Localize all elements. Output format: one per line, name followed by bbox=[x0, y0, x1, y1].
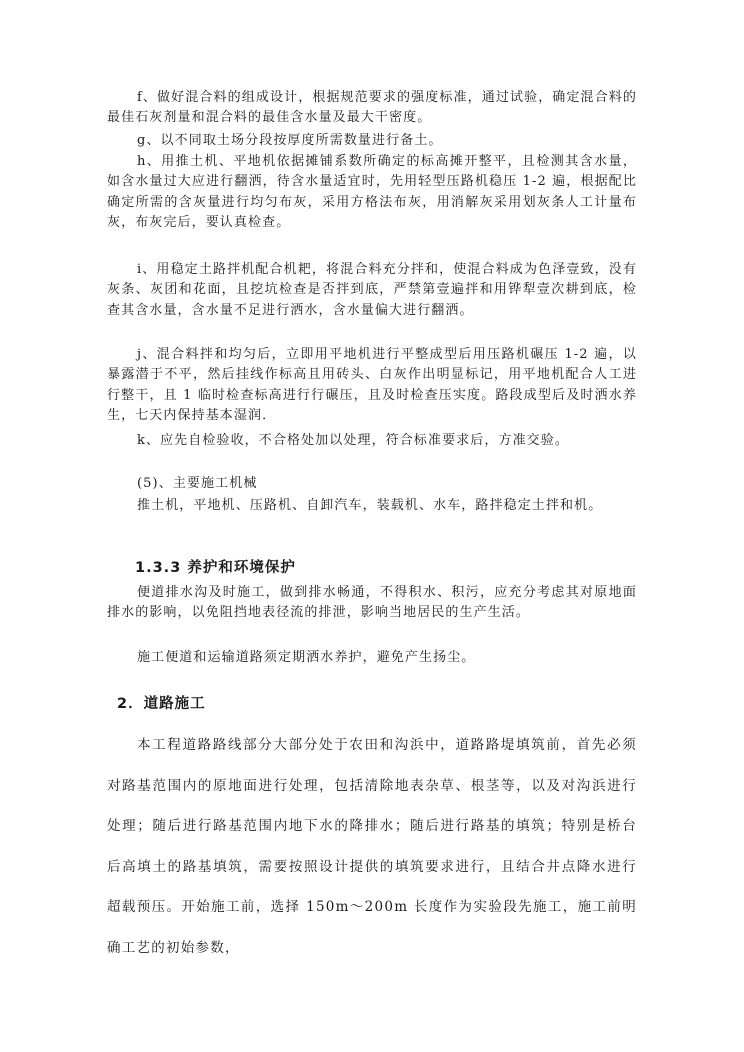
paragraph-j: j、混合料拌和均匀后，立即用平地机进行平整成型后用压路机碾压 1-2 遍，以暴露潜于不平，然后挂线作标高且用砖头、白灰作出明显标记，用平地机配合人工进行整干，且 1 临时检查标高进行行碾压，且及时检查压实度。路段成型后及时洒水养生，七天内保持基本湿润． bbox=[107, 347, 637, 424]
paragraph-k: k、应先自检验收，不合格处加以处理，符合标准要求后，方准交验。 bbox=[137, 433, 569, 448]
paragraph-dust: 施工便道和运输道路须定期洒水养护，避免产生扬尘。 bbox=[137, 650, 476, 665]
paragraph-h: h、用推土机、平地机依据摊铺系数所确定的标高摊开整平，且检测其含水量，如含水量过大应进行翻洒，待含水量适宜时，先用轻型压路机稳压 1-2 遍，根据配比确定所需的含灰量进行均匀布灰，采用方格法布灰，用消解灰采用划灰条人工计量布灰，布灰完后，要认真检查。 bbox=[107, 154, 637, 231]
paragraph-road-construction: 本工程道路路线部分大部分处于农田和沟浜中，道路路堤填筑前，首先必须对路基范围内的原地面进行处理，包括清除地表杂草、根茎等，以及对沟浜进行处理；随后进行路基范围内地下水的降排水；随后进行路基的填筑；特别是桥台后高填土的路基填筑，需要按照设计提供的填筑要求进行，且结合井点降水进行超载预压。开始施工前，选择 150m～200m 长度作为实验段先施工，施工前明确工艺的初始参数， bbox=[107, 737, 637, 956]
section-heading-2: 2．道路施工 bbox=[117, 696, 206, 712]
paragraph-g: g、以不同取土场分段按厚度所需数量进行备土。 bbox=[137, 133, 443, 148]
paragraph-drainage: 便道排水沟及时施工，做到排水畅通，不得积水、积污，应充分考虑其对原地面排水的影响，以免阻挡地表径流的排泄，影响当地居民的生产生活。 bbox=[107, 585, 637, 621]
machinery-title: (5)、主要施工机械 bbox=[137, 476, 258, 491]
paragraph-f: f、做好混合料的组成设计，根据规范要求的强度标准，通过试验，确定混合料的最佳石灰剂量和混合料的最佳含水量及最大干密度。 bbox=[107, 90, 637, 126]
paragraph-i: i、用稳定土路拌机配合机耙，将混合料充分拌和，使混合料成为色泽壹致，没有灰条、灰团和花面，且挖坑检查是否拌到底，严禁第壹遍拌和用铧犁壹次耕到底，检查其含水量，含水量不足进行洒水，含水量偏大进行翻洒。 bbox=[107, 262, 637, 318]
machinery-list: 推土机，平地机、压路机、自卸汽车，装载机、水车，路拌稳定土拌和机。 bbox=[137, 498, 603, 513]
section-heading-1-3-3: 1.3.3 养护和环境保护 bbox=[135, 560, 296, 576]
